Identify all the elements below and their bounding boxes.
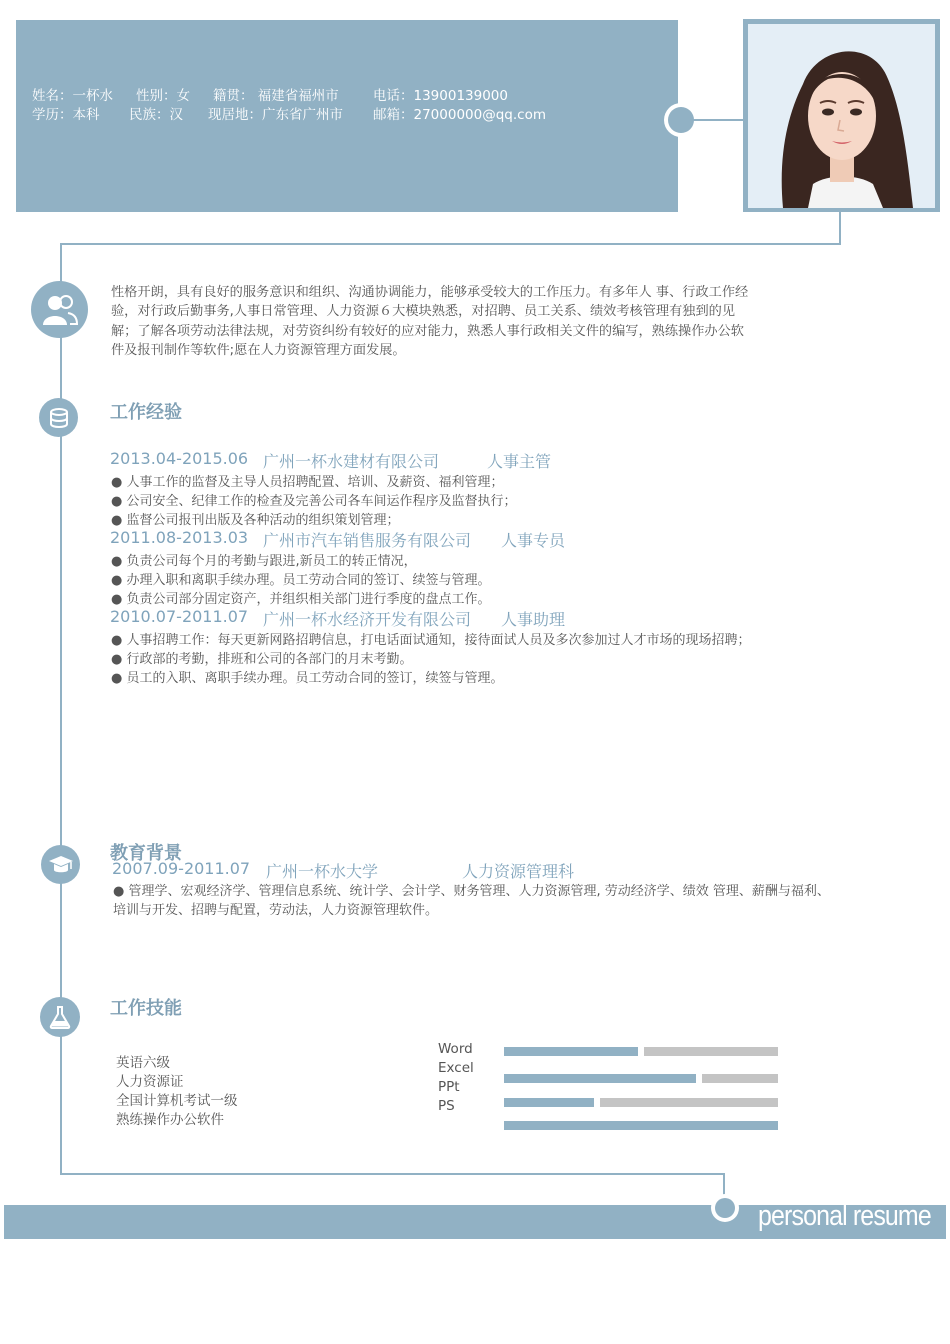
certificate-item: 英语六级 xyxy=(116,1055,170,1071)
residence-field: 现居地：广东省广州市 xyxy=(208,107,343,123)
database-icon xyxy=(39,398,78,437)
job-duty: ● 负责公司部分固定资产，并组织相关部门进行季度的盘点工作。 xyxy=(111,592,491,607)
job-position: 人事专员 xyxy=(501,531,566,550)
certificate-item: 全国计算机考试一级 xyxy=(116,1093,238,1109)
bottom-timeline-line xyxy=(60,1173,725,1175)
software-label: Excel xyxy=(438,1060,474,1076)
header-connector-dot xyxy=(668,107,694,133)
name-field: 姓名：一杯水 xyxy=(32,88,113,104)
education-title: 教育背景 xyxy=(110,843,182,864)
header-connector-line xyxy=(693,119,743,121)
job-duty: ● 监督公司报刊出版及各种活动的组织策划管理； xyxy=(111,513,400,528)
education-field: 学历：本科 xyxy=(32,107,100,123)
photo-drop-line xyxy=(839,212,841,245)
top-timeline-line xyxy=(60,243,841,245)
education-courses: 培训与开发、招聘与配置，劳动法，人力资源管理软件。 xyxy=(113,903,439,918)
native-place-field: 籍贯： 福建省福州市 xyxy=(213,88,339,104)
skill-bar-filled xyxy=(504,1074,696,1083)
software-label: PPt xyxy=(438,1079,460,1095)
skill-bar-filled xyxy=(504,1098,594,1107)
software-label: Word xyxy=(438,1041,473,1057)
flask-icon xyxy=(40,997,80,1037)
software-label: PS xyxy=(438,1098,455,1114)
job-company: 广州市汽车销售服务有限公司 xyxy=(263,531,472,550)
job-duty: ● 负责公司每个月的考勤与跟进,新员工的转正情况， xyxy=(111,554,417,569)
education-courses: ● 管理学、宏观经济学、管理信息系统、统计学、会计学、财务管理、人力资源管理, 劳动经济学、绩效 管理、薪酬与福利、 xyxy=(113,884,830,899)
portrait-illustration xyxy=(748,24,935,208)
summary-text: 性格开朗，具有良好的服务意识和组织、沟通协调能力，能够承受较大的工作压力。有多年人 事、行政工作经验，对行政后勤事务,人事日常管理、人力资源６大模块熟悉，对招聘、员工关系、绩效考核管理有独到的见解；了解各项劳动法律法规，对劳资纠纷有较好的应对能力，熟悉人事行政相关文件的编写，熟练操作办公软件及报刊制作等软件;愿在人力资源管理方面发展。 xyxy=(111,285,749,358)
job-period: 2010.07-2011.07 xyxy=(110,607,249,626)
skill-bar-filled xyxy=(504,1121,778,1130)
job-company: 广州一杯水建材有限公司 xyxy=(263,452,440,471)
graduation-cap-icon xyxy=(41,845,80,884)
profile-photo xyxy=(748,24,935,208)
experience-title: 工作经验 xyxy=(110,402,182,423)
job-duty: ● 员工的入职、离职手续办理。员工劳动合同的签订，续签与管理。 xyxy=(111,671,504,686)
education-period: 2007.09-2011.07 xyxy=(112,859,251,878)
job-duty: ● 人事招聘工作：每天更新网路招聘信息，打电话面试通知，接待面试人员及多次参加过人才市场的现场招聘； xyxy=(111,633,751,648)
education-major: 人力资源管理科 xyxy=(462,862,575,881)
photo-frame xyxy=(743,19,940,212)
gender-field: 性别：女 xyxy=(136,88,190,104)
skill-bar-empty xyxy=(702,1074,778,1083)
job-duty: ● 办理入职和离职手续办理。员工劳动合同的签订、续签与管理。 xyxy=(111,573,491,588)
certificate-item: 熟练操作办公软件 xyxy=(116,1112,224,1128)
job-period: 2011.08-2013.03 xyxy=(110,528,249,547)
skill-bar-filled xyxy=(504,1047,638,1056)
skills-title: 工作技能 xyxy=(110,998,182,1019)
header-band xyxy=(16,20,678,212)
skill-bar-empty xyxy=(600,1098,778,1107)
skill-bar-empty xyxy=(644,1047,778,1056)
job-position: 人事助理 xyxy=(501,610,566,629)
email-field: 邮箱：27000000@qq.com xyxy=(373,107,546,123)
ethnicity-field: 民族：汉 xyxy=(129,107,183,123)
job-duty: ● 行政部的考勤，排班和公司的各部门的月末考勤。 xyxy=(111,652,413,667)
job-position: 人事主管 xyxy=(487,452,552,471)
profile-icon xyxy=(31,281,88,338)
job-period: 2013.04-2015.06 xyxy=(110,449,249,468)
job-duty: ● 公司安全、纪律工作的检查及完善公司各车间运作程序及监督执行； xyxy=(111,494,517,509)
job-company: 广州一杯水经济开发有限公司 xyxy=(263,610,472,629)
certificate-item: 人力资源证 xyxy=(116,1074,184,1090)
footer-connector-dot xyxy=(715,1198,735,1218)
phone-field: 电话：13900139000 xyxy=(373,88,508,104)
footer-text: personal resume xyxy=(758,1200,931,1232)
job-duty: ● 人事工作的监督及主导人员招聘配置、培训、及薪资、福利管理； xyxy=(111,475,504,490)
education-school: 广州一杯水大学 xyxy=(266,862,379,881)
